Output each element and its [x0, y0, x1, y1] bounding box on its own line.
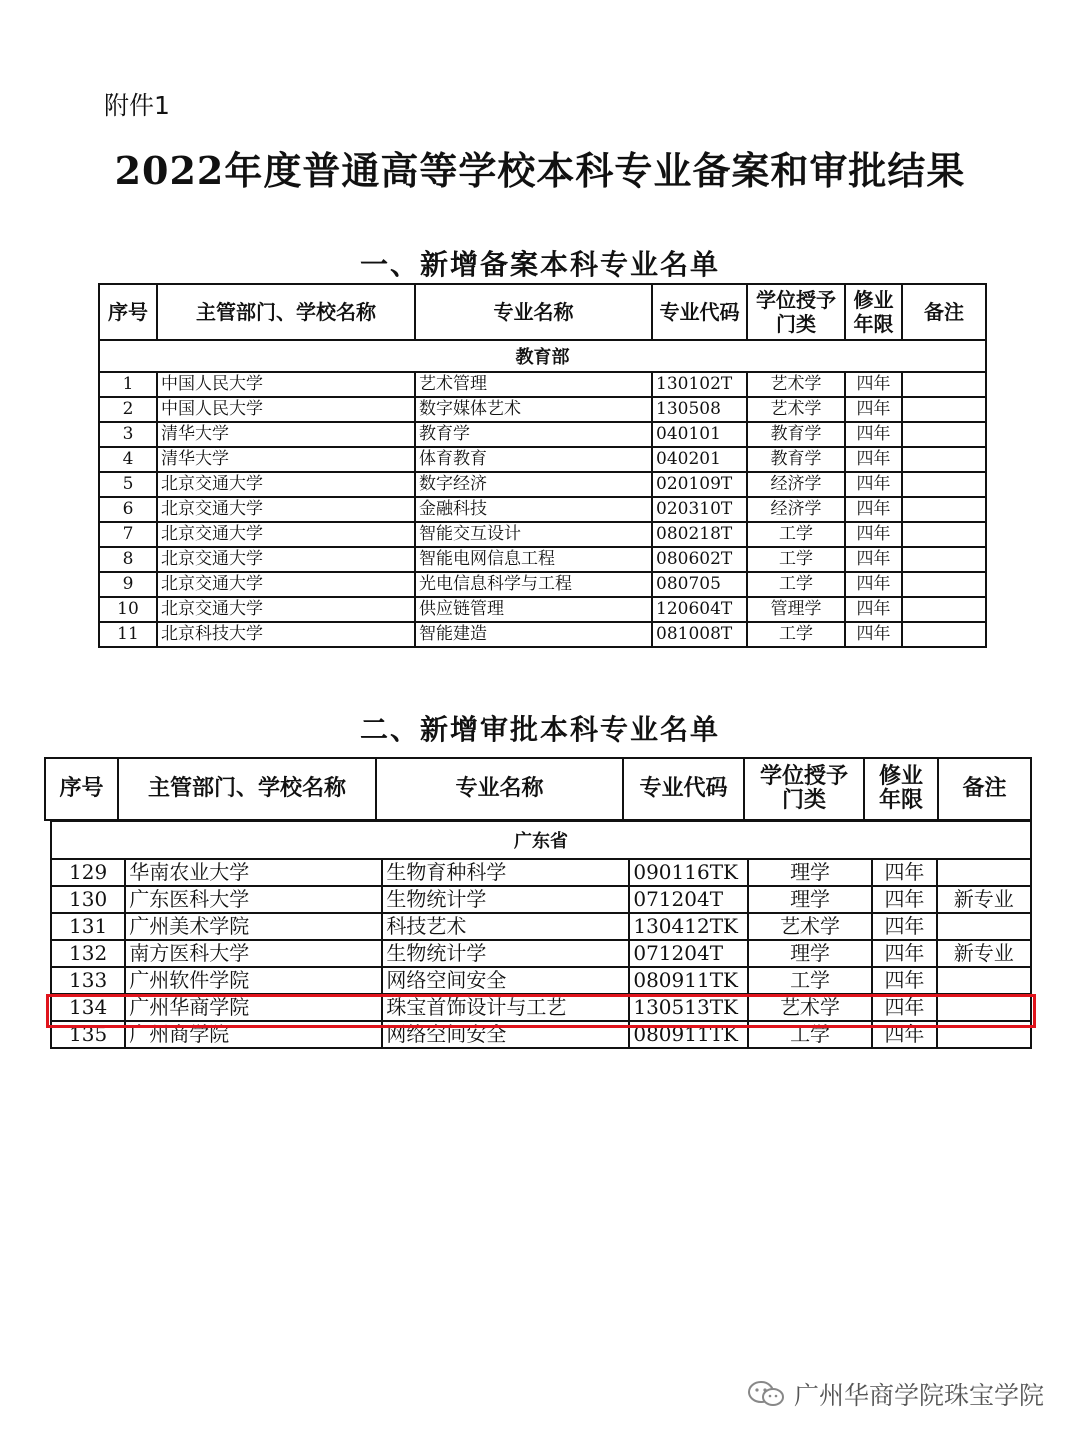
cell-code: 080911TK — [629, 967, 747, 994]
cell-major: 智能建造 — [415, 622, 652, 647]
cell-degree: 艺术学 — [747, 397, 845, 422]
cell-degree: 理学 — [748, 859, 873, 886]
cell-school: 广东医科大学 — [125, 886, 382, 913]
cell-major: 智能电网信息工程 — [415, 547, 652, 572]
group-label: 教育部 — [99, 340, 986, 372]
cell-major: 智能交互设计 — [415, 522, 652, 547]
cell-school: 中国人民大学 — [157, 397, 415, 422]
cell-code: 040201 — [652, 447, 747, 472]
cell-no: 135 — [51, 1021, 125, 1048]
cell-major: 光电信息科学与工程 — [415, 572, 652, 597]
cell-degree: 经济学 — [747, 497, 845, 522]
cell-degree: 工学 — [747, 547, 845, 572]
header-note: 备注 — [902, 284, 986, 340]
watermark — [746, 1376, 1044, 1412]
cell-school: 北京交通大学 — [157, 497, 415, 522]
cell-years: 四年 — [845, 372, 902, 397]
attachment-label: 附件1 — [104, 91, 170, 120]
cell-code: 080218T — [652, 522, 747, 547]
cell-school: 北京交通大学 — [157, 572, 415, 597]
cell-years: 四年 — [872, 940, 936, 967]
cell-school: 北京交通大学 — [157, 522, 415, 547]
cell-years: 四年 — [845, 522, 902, 547]
cell-no: 131 — [51, 913, 125, 940]
cell-code: 080911TK — [629, 1021, 747, 1048]
cell-major: 体育教育 — [415, 447, 652, 472]
cell-major: 生物统计学 — [382, 940, 629, 967]
cell-major: 供应链管理 — [415, 597, 652, 622]
header-major: 专业名称 — [376, 758, 623, 820]
cell-years: 四年 — [872, 994, 936, 1021]
cell-degree: 工学 — [747, 572, 845, 597]
cell-no: 8 — [99, 547, 157, 572]
cell-degree: 工学 — [748, 967, 873, 994]
cell-code: 080705 — [652, 572, 747, 597]
cell-degree: 教育学 — [747, 447, 845, 472]
cell-school: 广州软件学院 — [125, 967, 382, 994]
cell-years: 四年 — [845, 597, 902, 622]
cell-school: 华南农业大学 — [125, 859, 382, 886]
cell-note — [937, 913, 1031, 940]
cell-code: 071204T — [629, 886, 747, 913]
cell-major: 生物统计学 — [382, 886, 629, 913]
watermark-text: 广州华商学院珠宝学院 — [793, 1381, 1044, 1410]
cell-no: 3 — [99, 422, 157, 447]
page-title: 2022年度普通高等学校本科专业备案和审批结果 — [114, 148, 966, 193]
cell-code: 020310T — [652, 497, 747, 522]
cell-note: 新专业 — [937, 886, 1031, 913]
cell-school: 清华大学 — [157, 422, 415, 447]
cell-no: 5 — [99, 472, 157, 497]
cell-years: 四年 — [845, 572, 902, 597]
header-no: 序号 — [99, 284, 157, 340]
cell-no: 133 — [51, 967, 125, 994]
cell-code: 071204T — [629, 940, 747, 967]
cell-degree: 教育学 — [747, 422, 845, 447]
cell-note: 新专业 — [937, 940, 1031, 967]
cell-code: 120604T — [652, 597, 747, 622]
cell-major: 珠宝首饰设计与工艺 — [382, 994, 629, 1021]
cell-degree: 艺术学 — [748, 994, 873, 1021]
cell-degree: 工学 — [747, 622, 845, 647]
header-years: 修业年限 — [864, 758, 938, 820]
cell-code: 090116TK — [629, 859, 747, 886]
table-row — [51, 940, 1031, 967]
cell-school: 广州商学院 — [125, 1021, 382, 1048]
cell-years: 四年 — [845, 547, 902, 572]
cell-degree: 艺术学 — [747, 372, 845, 397]
cell-no: 130 — [51, 886, 125, 913]
cell-school: 南方医科大学 — [125, 940, 382, 967]
cell-note — [937, 859, 1031, 886]
cell-school: 清华大学 — [157, 447, 415, 472]
cell-years: 四年 — [845, 397, 902, 422]
cell-years: 四年 — [845, 447, 902, 472]
cell-major: 艺术管理 — [415, 372, 652, 397]
header-major: 专业名称 — [415, 284, 652, 340]
cell-years: 四年 — [872, 886, 936, 913]
cell-school: 北京交通大学 — [157, 547, 415, 572]
cell-degree: 经济学 — [747, 472, 845, 497]
cell-no: 9 — [99, 572, 157, 597]
cell-school: 北京科技大学 — [157, 622, 415, 647]
cell-no: 7 — [99, 522, 157, 547]
header-years: 修业年限 — [845, 284, 902, 340]
cell-major: 生物育种科学 — [382, 859, 629, 886]
header-school: 主管部门、学校名称 — [118, 758, 376, 820]
cell-years: 四年 — [872, 859, 936, 886]
cell-code: 020109T — [652, 472, 747, 497]
cell-no: 4 — [99, 447, 157, 472]
cell-major: 网络空间安全 — [382, 967, 629, 994]
cell-no: 132 — [51, 940, 125, 967]
cell-years: 四年 — [872, 967, 936, 994]
cell-major: 金融科技 — [415, 497, 652, 522]
table-row — [51, 859, 1031, 886]
cell-degree: 管理学 — [747, 597, 845, 622]
cell-code: 080602T — [652, 547, 747, 572]
cell-major: 网络空间安全 — [382, 1021, 629, 1048]
group-label: 广东省 — [51, 821, 1031, 859]
section1-title: 一、新增备案本科专业名单 — [359, 248, 720, 281]
header-code: 专业代码 — [652, 284, 747, 340]
header-degree: 学位授予门类 — [747, 284, 845, 340]
cell-degree: 艺术学 — [748, 913, 873, 940]
cell-school: 北京交通大学 — [157, 472, 415, 497]
cell-years: 四年 — [845, 472, 902, 497]
cell-no: 10 — [99, 597, 157, 622]
cell-no: 1 — [99, 372, 157, 397]
cell-code: 081008T — [652, 622, 747, 647]
cell-code: 040101 — [652, 422, 747, 447]
header-no: 序号 — [45, 758, 118, 820]
cell-school: 广州华商学院 — [125, 994, 382, 1021]
wechat-icon — [746, 1380, 786, 1408]
cell-code: 130513TK — [629, 994, 747, 1021]
table-row — [51, 886, 1031, 913]
cell-school: 北京交通大学 — [157, 597, 415, 622]
header-school: 主管部门、学校名称 — [157, 284, 415, 340]
header-code: 专业代码 — [623, 758, 744, 820]
header-degree: 学位授予门类 — [744, 758, 864, 820]
table-row — [51, 967, 1031, 994]
highlight-box — [46, 994, 1036, 1028]
cell-no: 2 — [99, 397, 157, 422]
cell-years: 四年 — [845, 497, 902, 522]
cell-major: 数字媒体艺术 — [415, 397, 652, 422]
table-row — [51, 913, 1031, 940]
cell-major: 数字经济 — [415, 472, 652, 497]
cell-degree: 理学 — [748, 940, 873, 967]
cell-no: 6 — [99, 497, 157, 522]
cell-no: 129 — [51, 859, 125, 886]
cell-note — [937, 967, 1031, 994]
section2-title: 二、新增审批本科专业名单 — [359, 713, 720, 746]
cell-years: 四年 — [872, 913, 936, 940]
cell-degree: 理学 — [748, 886, 873, 913]
cell-school: 中国人民大学 — [157, 372, 415, 397]
cell-years: 四年 — [872, 1021, 936, 1048]
cell-school: 广州美术学院 — [125, 913, 382, 940]
header-note: 备注 — [938, 758, 1031, 820]
cell-code: 130508 — [652, 397, 747, 422]
cell-code: 130412TK — [629, 913, 747, 940]
cell-code: 130102T — [652, 372, 747, 397]
cell-major: 教育学 — [415, 422, 652, 447]
cell-major: 科技艺术 — [382, 913, 629, 940]
cell-degree: 工学 — [748, 1021, 873, 1048]
cell-no: 11 — [99, 622, 157, 647]
cell-years: 四年 — [845, 422, 902, 447]
cell-degree: 工学 — [747, 522, 845, 547]
cell-years: 四年 — [845, 622, 902, 647]
cell-no: 134 — [51, 994, 125, 1021]
